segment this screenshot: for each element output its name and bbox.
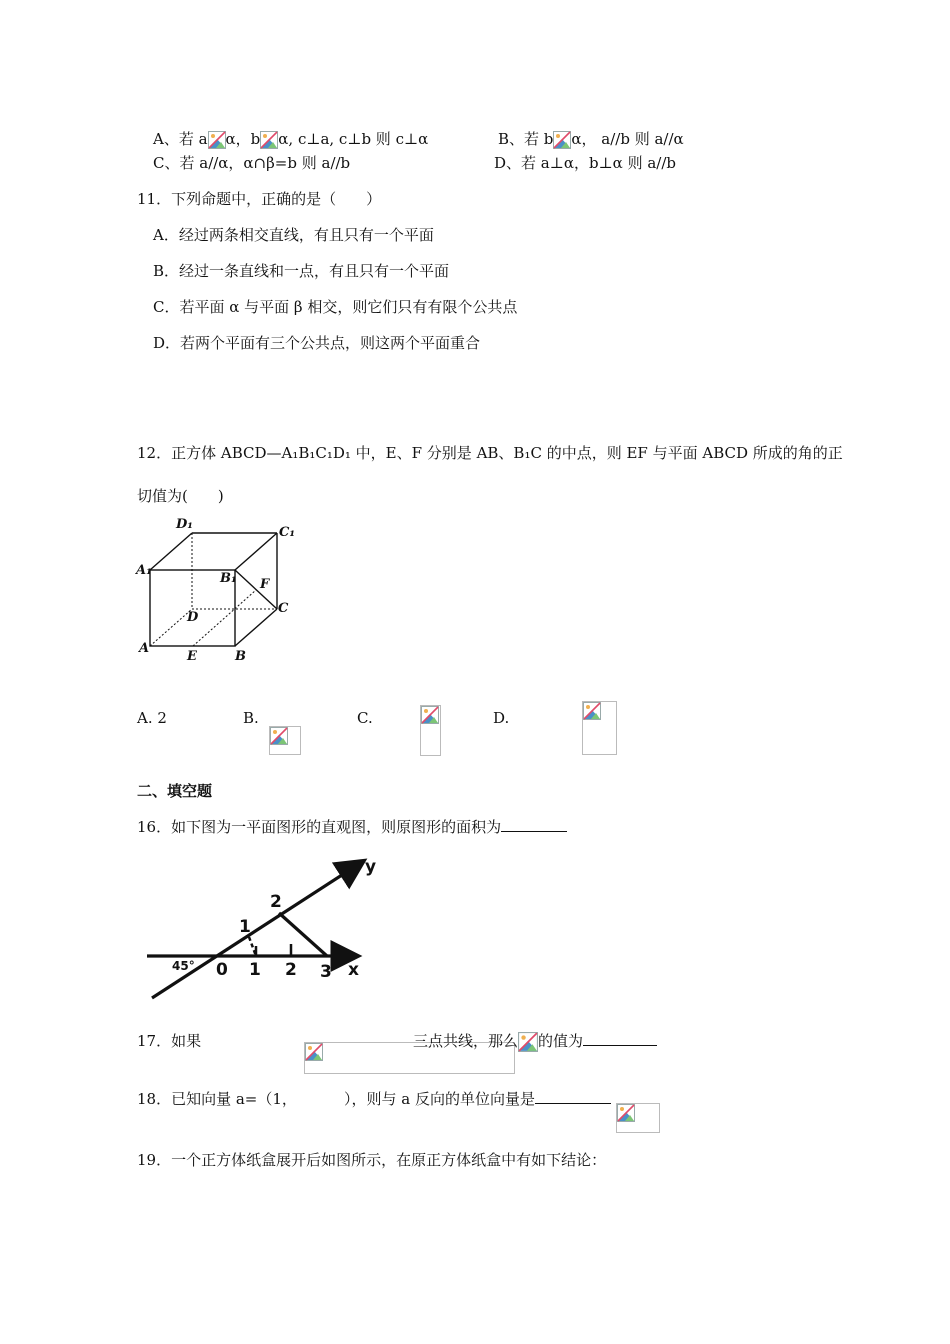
label-c: C xyxy=(278,601,289,616)
q12-option-a: A. 2 xyxy=(137,709,167,727)
q11-option-d: D．若两个平面有三个公共点，则这两个平面重合 xyxy=(153,334,481,352)
broken-image-icon xyxy=(617,1104,635,1122)
q12-stem-line1: 12．正方体 ABCD—A₁B₁C₁D₁ 中，E、F 分别是 AB、B₁C 的中点，则 EF 与平面 ABCD 所成的角的正 xyxy=(137,444,843,462)
q18-vector-image xyxy=(616,1103,660,1133)
section-title: 二、填空题 xyxy=(137,782,213,800)
q12-option-c-image xyxy=(420,705,441,756)
axis-label-x: x xyxy=(348,960,359,980)
label-e: E xyxy=(187,649,197,664)
q16-stem: 16．如下图为一平面图形的直观图，则原图形的面积为 xyxy=(137,816,567,837)
broken-image-icon xyxy=(583,702,601,720)
label-d1: D₁ xyxy=(176,517,193,532)
answer-blank xyxy=(535,1089,611,1104)
q10-option-d: D、若 a⊥α，b⊥α 则 a//b xyxy=(494,154,676,172)
q12-stem-line2: 切值为( ) xyxy=(137,487,224,505)
q11-option-c: C．若平面 α 与平面 β 相交，则它们只有有限个公共点 xyxy=(153,298,518,316)
label-b: B xyxy=(235,649,246,664)
broken-image-icon xyxy=(518,1032,538,1052)
label-f: F xyxy=(260,577,270,592)
label-a1: A₁ xyxy=(136,563,152,578)
tick-x3: 3 xyxy=(320,962,332,982)
q10-option-c: C、若 a//α，α∩β=b 则 a//b xyxy=(153,154,351,172)
q17-prefix: 17．如果 xyxy=(137,1032,202,1050)
q12-option-d-image xyxy=(582,701,617,755)
q11-option-a: A．经过两条相交直线，有且只有一个平面 xyxy=(153,226,434,244)
broken-image-icon xyxy=(270,727,288,745)
broken-image-icon xyxy=(208,131,226,149)
q12-option-c: C. xyxy=(357,709,373,727)
q18-prefix: 18．已知向量 a=（1， xyxy=(137,1090,297,1108)
q10-option-a: A、若 a α，b α, c⊥a, c⊥b 则 c⊥α xyxy=(153,130,429,148)
q11-stem: 11．下列命题中，正确的是（ ） xyxy=(137,190,382,208)
q12-option-b-image xyxy=(269,726,301,755)
cube-figure xyxy=(130,512,310,672)
label-b1: B₁ xyxy=(220,571,237,586)
answer-blank xyxy=(501,817,567,832)
label-c1: C₁ xyxy=(279,525,296,540)
q11-option-b: B．经过一条直线和一点，有且只有一个平面 xyxy=(153,262,450,280)
broken-image-icon xyxy=(421,706,439,724)
axis-label-y: y xyxy=(365,857,377,877)
q12-option-b: B. xyxy=(243,709,259,727)
broken-image-icon xyxy=(553,131,571,149)
tick-y2: 2 xyxy=(270,892,282,912)
broken-image-icon xyxy=(305,1043,323,1061)
q17-mid: 三点共线，那么 的值为 xyxy=(413,1030,657,1052)
origin-label: 0 xyxy=(216,960,228,980)
angle-label: 45° xyxy=(172,959,195,973)
tick-x1: 1 xyxy=(249,960,261,980)
label-d: D xyxy=(187,610,199,625)
broken-image-icon xyxy=(260,131,278,149)
q19-stem: 19．一个正方体纸盒展开后如图所示，在原正方体纸盒中有如下结论： xyxy=(137,1151,607,1169)
answer-blank xyxy=(583,1031,657,1046)
tick-y1: 1 xyxy=(239,917,251,937)
q12-option-d: D. xyxy=(493,709,510,727)
q18-suffix: ），则与 a 反向的单位向量是 xyxy=(344,1088,611,1109)
q10-option-b: B、若 b α， a//b 则 a//α xyxy=(498,130,684,148)
label-a: A xyxy=(139,641,150,656)
tick-x2: 2 xyxy=(285,960,297,980)
oblique-figure xyxy=(140,848,380,1008)
